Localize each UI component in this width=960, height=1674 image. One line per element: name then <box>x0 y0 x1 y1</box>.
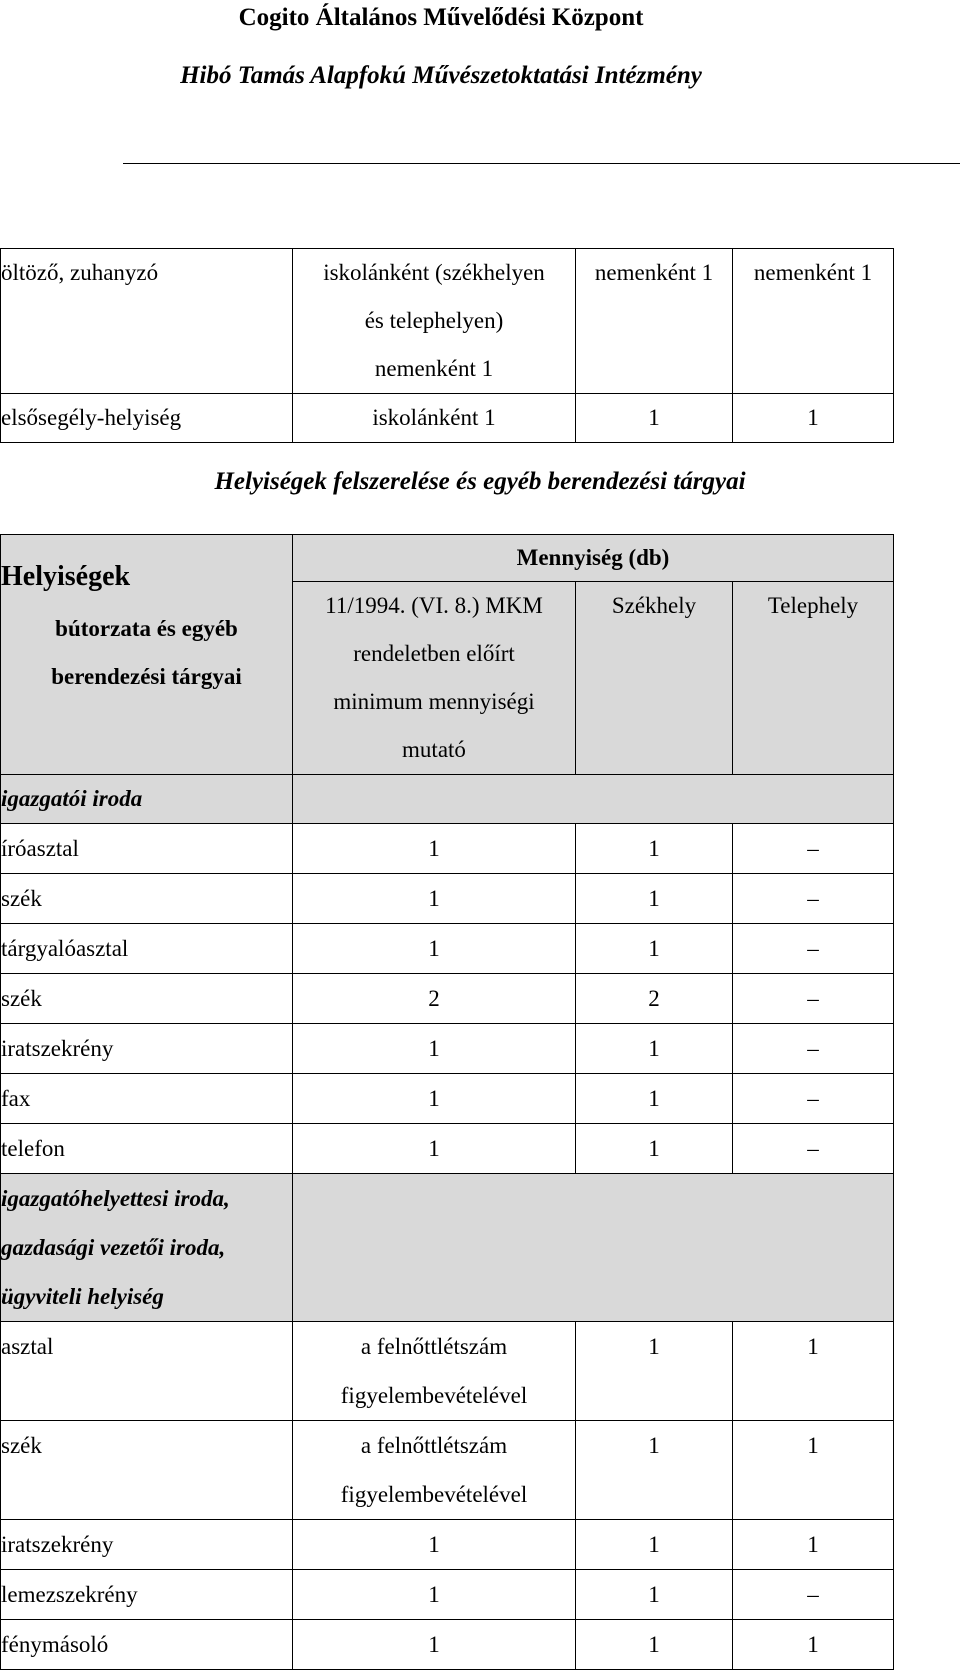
item-name: szék <box>1 1421 293 1520</box>
seat-value: 1 <box>576 824 733 874</box>
item-name: asztal <box>1 1322 293 1421</box>
seat-value: 2 <box>576 974 733 1024</box>
quantity-header: Mennyiség (db) <box>293 535 894 582</box>
site-value: – <box>733 1124 894 1174</box>
section-title: igazgatói iroda <box>1 775 293 824</box>
header-row <box>1 535 894 582</box>
seat-value: 1 <box>576 394 733 443</box>
site-value: – <box>733 874 894 924</box>
requirement-line: és telephelyen) <box>364 308 504 333</box>
rooms-subheader-line: bútorzata és egyéb <box>55 616 238 641</box>
seat-value: nemenként 1 <box>576 249 733 394</box>
site-value: – <box>733 824 894 874</box>
table-row <box>1 1520 894 1570</box>
header-divider <box>123 163 960 164</box>
rooms-table <box>0 248 894 443</box>
item-name: szék <box>1 874 293 924</box>
site-value: – <box>733 974 894 1024</box>
norm-value <box>293 1322 576 1421</box>
seat-value: 1 <box>576 1024 733 1074</box>
table-row <box>1 874 894 924</box>
rooms-header-cell <box>1 535 293 775</box>
room-name: öltöző, zuhanyzó <box>1 249 293 394</box>
requirement-line: iskolánként (székhelyen <box>323 260 545 285</box>
norm-header-line: mutató <box>402 737 466 762</box>
norm-value <box>293 1421 576 1520</box>
seat-value: 1 <box>576 1620 733 1670</box>
norm-value: 1 <box>293 874 576 924</box>
table-row <box>1 1421 894 1520</box>
norm-header-line: 11/1994. (VI. 8.) MKM <box>325 593 543 618</box>
site-value: 1 <box>733 394 894 443</box>
site-value: 1 <box>733 1520 894 1570</box>
seat-value: 1 <box>576 1124 733 1174</box>
item-name: szék <box>1 974 293 1024</box>
norm-value: 1 <box>293 1570 576 1620</box>
rooms-subheader-line: berendezési tárgyai <box>51 664 242 689</box>
norm-value: 1 <box>293 1520 576 1570</box>
site-value: – <box>733 1570 894 1620</box>
item-name: iratszekrény <box>1 1520 293 1570</box>
room-requirement <box>293 249 576 394</box>
table-row <box>1 1570 894 1620</box>
table-row <box>1 1322 894 1421</box>
norm-value: 1 <box>293 1024 576 1074</box>
section-title-line: igazgatóhelyettesi iroda, <box>1 1186 230 1211</box>
item-name: lemezszekrény <box>1 1570 293 1620</box>
item-name: íróasztal <box>1 824 293 874</box>
norm-value: 1 <box>293 1124 576 1174</box>
table-row <box>1 394 894 443</box>
room-name: elsősegély-helyiség <box>1 394 293 443</box>
table-row <box>1 924 894 974</box>
seat-value: 1 <box>576 1570 733 1620</box>
item-name: fénymásoló <box>1 1620 293 1670</box>
table-row <box>1 824 894 874</box>
document-subtitle: Hibó Tamás Alapfokú Művészetoktatási Intézmény <box>180 62 702 89</box>
seat-value: 1 <box>576 1322 733 1421</box>
section-title <box>1 1174 293 1322</box>
seat-value: 1 <box>576 924 733 974</box>
seat-value: 1 <box>576 1520 733 1570</box>
section-title-line: gazdasági vezetői iroda, <box>1 1235 226 1260</box>
norm-line: a felnőttlétszám <box>360 1334 508 1359</box>
item-name: telefon <box>1 1124 293 1174</box>
table-row <box>1 1024 894 1074</box>
norm-header <box>293 582 576 775</box>
item-name: iratszekrény <box>1 1024 293 1074</box>
norm-value: 2 <box>293 974 576 1024</box>
seat-value: 1 <box>576 1074 733 1124</box>
item-name: fax <box>1 1074 293 1124</box>
site-value: nemenként 1 <box>733 249 894 394</box>
section-filler <box>293 775 894 824</box>
site-value: – <box>733 1074 894 1124</box>
seat-header: Székhely <box>576 582 733 775</box>
requirement-line: nemenként 1 <box>374 356 494 381</box>
norm-value: 1 <box>293 924 576 974</box>
section-filler <box>293 1174 894 1322</box>
rooms-header: Helyiségek <box>1 561 131 592</box>
table-row <box>1 1124 894 1174</box>
section-row <box>1 1174 894 1322</box>
norm-value: 1 <box>293 1620 576 1670</box>
norm-line: a felnőttlétszám <box>360 1433 508 1458</box>
site-value: 1 <box>733 1322 894 1421</box>
section-row <box>1 775 894 824</box>
room-requirement: iskolánként 1 <box>293 394 576 443</box>
table-row <box>1 974 894 1024</box>
equipment-table <box>0 534 894 1670</box>
norm-value: 1 <box>293 824 576 874</box>
site-value: 1 <box>733 1620 894 1670</box>
seat-value: 1 <box>576 874 733 924</box>
norm-value: 1 <box>293 1074 576 1124</box>
table-row <box>1 249 894 394</box>
table-row <box>1 1620 894 1670</box>
seat-value: 1 <box>576 1421 733 1520</box>
site-header: Telephely <box>733 582 894 775</box>
norm-header-line: minimum mennyiségi <box>333 689 535 714</box>
norm-line: figyelembevételével <box>340 1383 528 1408</box>
section-title-line: ügyviteli helyiség <box>1 1284 164 1309</box>
site-value: – <box>733 1024 894 1074</box>
site-value: 1 <box>733 1421 894 1520</box>
norm-header-line: rendeletben előírt <box>353 641 515 666</box>
site-value: – <box>733 924 894 974</box>
table-row <box>1 1074 894 1124</box>
item-name: tárgyalóasztal <box>1 924 293 974</box>
norm-line: figyelembevételével <box>340 1482 528 1507</box>
document-title: Cogito Általános Művelődési Központ <box>238 4 644 31</box>
equipment-caption: Helyiségek felszerelése és egyéb berendezési tárgyai <box>214 468 746 495</box>
